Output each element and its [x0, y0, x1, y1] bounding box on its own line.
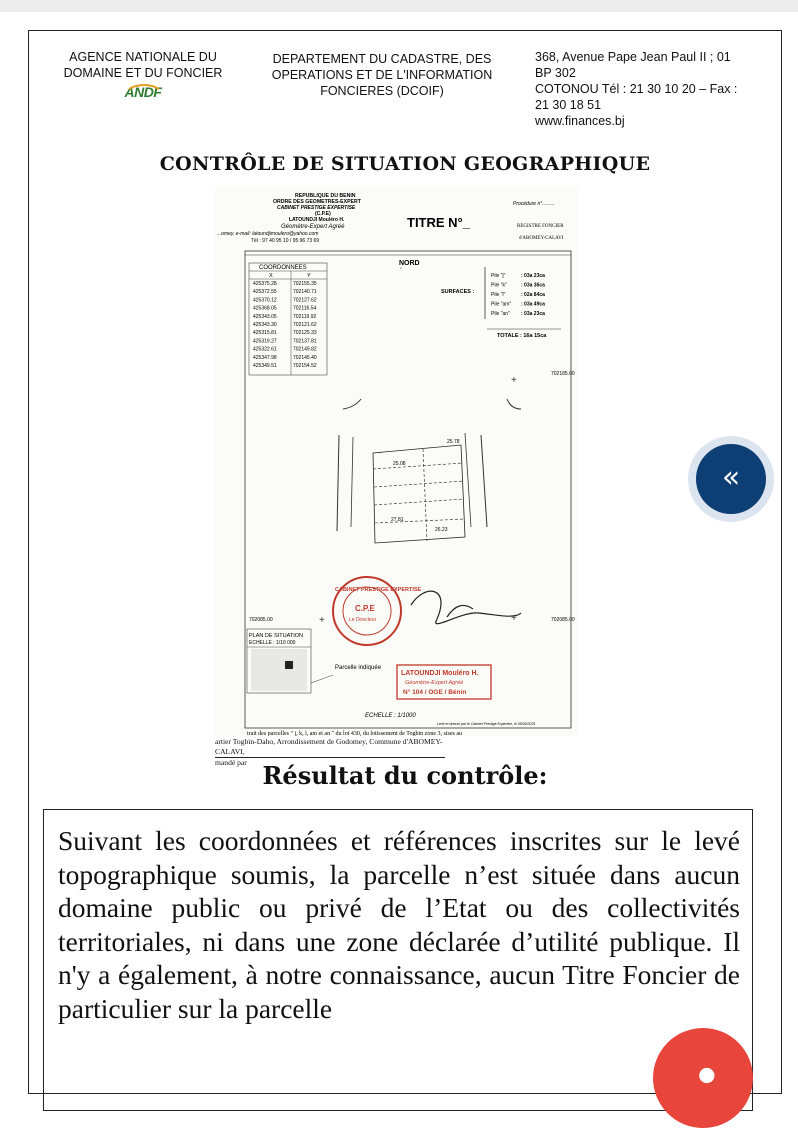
coord-y-9: 702149.82 — [293, 346, 317, 353]
parcelle-indiquee: Parcelle indiquée — [335, 665, 382, 671]
address-block — [535, 49, 767, 129]
dim-b: 27.81 — [391, 517, 404, 523]
plan-nord: NORD — [399, 260, 420, 267]
dim-a: 25.08 — [393, 461, 406, 467]
extrait-line-2: artier Togbin-Daho, Arrondissement de Godomey, Commune d'ABOMEY-CALAVI, — [215, 737, 445, 758]
svg-text:+: + — [319, 615, 325, 626]
coords-col-y: Y — [307, 273, 311, 279]
coords-col-x: X — [269, 273, 273, 279]
plan-situation-scale: ECHELLE : 1/10 000 — [249, 640, 296, 646]
coord-y-6: 702121.62 — [293, 322, 317, 328]
top-strip — [0, 0, 798, 12]
coord-x-7: 425315.81 — [253, 330, 277, 337]
surface-value-4: : 03a 49ca — [521, 301, 545, 308]
surveyor-stamp — [397, 665, 491, 699]
coord-x-9: 425322.61 — [253, 346, 277, 353]
andf-logo — [122, 84, 164, 110]
agency-line-1: AGENCE NATIONALE DU — [69, 50, 217, 64]
coord-x-1: 425375.28 — [253, 281, 277, 287]
result-box — [43, 809, 753, 1111]
address-line-3: COTONOU Tél : 21 30 10 20 – Fax : — [535, 82, 738, 96]
coord-x-5: 425343.05 — [253, 313, 277, 320]
plan-scale: ECHELLE : 1/1000 — [365, 713, 416, 719]
department-line-1: DEPARTEMENT DU CADASTRE, DES — [272, 52, 492, 66]
grid-y-bottom-left: 702085.00 — [249, 617, 273, 623]
svg-text:+: + — [511, 375, 517, 386]
coordinates-table — [249, 263, 327, 375]
floating-action-button[interactable] — [653, 1028, 753, 1128]
dim-c: 26.23 — [435, 527, 448, 533]
surface-value-5: : 03a 23ca — [521, 311, 545, 317]
parcel-drawing — [337, 399, 521, 543]
coord-x-2: 425372.55 — [253, 289, 277, 296]
survey-plan-image — [215, 187, 579, 736]
plan-surveyor-title: Géomètre-Expert Agréé — [281, 224, 345, 230]
plan-leve-note: Levé et dressé par le Cabinet Prestige Expertise, le 05/09/2025 — [437, 722, 536, 726]
coord-y-3: 702127.62 — [293, 297, 317, 304]
plan-phone: Tél : 97 40 95 10 / 95 96 73 69 — [251, 238, 320, 244]
surface-pile-3: Pile "l" — [491, 292, 506, 298]
svg-text:+: + — [511, 613, 517, 624]
coord-x-4: 425368.05 — [253, 305, 277, 312]
plan-republic: REPUBLIQUE DU BENIN — [295, 193, 356, 199]
plan-cabinet-short: (C.P.E) — [315, 211, 331, 217]
coord-x-3: 425370.12 — [253, 297, 277, 304]
surface-pile-4: Pile "am" — [491, 301, 512, 308]
plan-cabinet: CABINET PRESTIGE EXPERTISE — [277, 205, 356, 211]
coord-x-10: 425347.98 — [253, 354, 277, 361]
coord-x-11: 425349.51 — [253, 363, 277, 369]
coords-header: COORDONNEES — [259, 265, 307, 271]
surfaces-block — [441, 267, 561, 339]
coord-y-4: 702116.54 — [293, 305, 317, 312]
document-title: CONTRÔLE DE SITUATION GEOGRAPHIQUE — [159, 153, 651, 175]
plan-contact: ...omey, e-mail: latoundjimoulero@yahoo.com — [217, 231, 319, 237]
plan-order: ORDRE DES GEOMETRES-EXPERT — [273, 199, 361, 205]
plan-registre: REGISTRE FONCIER — [517, 224, 564, 229]
coord-y-5: 702119.92 — [293, 313, 317, 320]
surface-value-3: : 02a 84ca — [521, 292, 545, 298]
grid-y-top: 702185.00 — [551, 371, 575, 377]
result-text: Suivant les coordonnées et références inscrites sur le levé topographique soumis, la parcelle n’est située dans aucun domaine public ou privé de l’Etat ou des collectivités territoriales, ni dans une zone déclarée d’utilité publique. Il n'y a également, à notre connaissance, aucun Titre Foncier de particulier sur la parcelle — [58, 825, 740, 1024]
plan-situation-label: PLAN DE SITUATION — [249, 633, 303, 639]
stamp-name: LATOUNDJI Mouléro H. — [401, 670, 479, 677]
signature — [411, 591, 521, 624]
collapse-panel-button[interactable] — [688, 436, 774, 522]
circle-stamp-center: C.P.E — [355, 604, 375, 613]
agency-line-2: DOMAINE ET DU FONCIER — [63, 66, 223, 80]
plan-procedure: Procédure n°......... — [513, 201, 555, 207]
department-block — [259, 51, 505, 99]
surface-value-1: : 03a 23ca — [521, 273, 545, 279]
plan-surveyor: LATOUNDJI Mouléro H. — [289, 217, 345, 223]
stamp-title: Géomètre-Expert Agréé — [405, 680, 464, 686]
website-link[interactable]: www.finances.bj — [535, 114, 625, 128]
surface-pile-5: Pile "an" — [491, 311, 510, 317]
document-page — [28, 30, 782, 1094]
surfaces-total: TOTALE : 16a 15ca — [497, 333, 547, 339]
extrait-line-3: mandé par — [215, 758, 247, 767]
coord-y-10: 702145.40 — [293, 354, 317, 361]
surface-value-2: : 03a 36ca — [521, 282, 545, 289]
chat-icon: ● — [691, 1059, 720, 1089]
plan-header — [217, 193, 564, 244]
andf-logo-text: ANDF — [124, 84, 162, 100]
coord-y-1: 702155.35 — [293, 281, 317, 287]
plan-de-situation — [247, 629, 311, 693]
surface-pile-2: Pile "k" — [491, 282, 507, 289]
address-line-2: BP 302 — [535, 66, 576, 80]
coord-y-7: 702125.33 — [293, 330, 317, 337]
surface-pile-1: Pile "j" — [491, 273, 506, 279]
department-line-3: FONCIERES (DCOIF) — [320, 84, 444, 98]
circle-stamp-text: CABINET PRESTIGE EXPERTISE — [335, 587, 422, 593]
stamp-num: N° 104 / OGE / Bénin — [403, 689, 467, 696]
extrait-line-1: trait des parcelles " j, k, l, am et an " du lot 430, du lotissement de Togbin zone 3, sises au — [247, 731, 462, 736]
coord-x-8: 425319.27 — [253, 338, 277, 345]
coord-y-11: 702154.52 — [293, 363, 317, 369]
circle-stamp-sub: Le Directeur — [349, 617, 377, 623]
coord-y-2: 702140.71 — [293, 289, 317, 296]
surfaces-label: SURFACES : — [441, 289, 475, 295]
coord-y-8: 702137.81 — [293, 338, 317, 345]
plan-registre-place: d'ABOMEY-CALAVI — [519, 236, 564, 241]
address-line-1: 368, Avenue Pape Jean Paul II ; 01 — [535, 50, 731, 64]
cpe-circle-stamp — [333, 577, 422, 645]
department-line-2: OPERATIONS ET DE L'INFORMATION — [271, 68, 493, 82]
dim-top: 25.78 — [447, 439, 460, 445]
plan-titre: TITRE N°_ — [407, 215, 470, 230]
grid-y-bottom-right: 702085.00 — [551, 617, 575, 623]
coord-x-6: 425343.30 — [253, 322, 277, 328]
agency-block — [55, 49, 231, 110]
address-line-4: 21 30 18 51 — [535, 98, 602, 112]
double-chevron-left-icon: « — [696, 444, 766, 514]
result-title: Résultat du contrôle: — [262, 761, 548, 790]
